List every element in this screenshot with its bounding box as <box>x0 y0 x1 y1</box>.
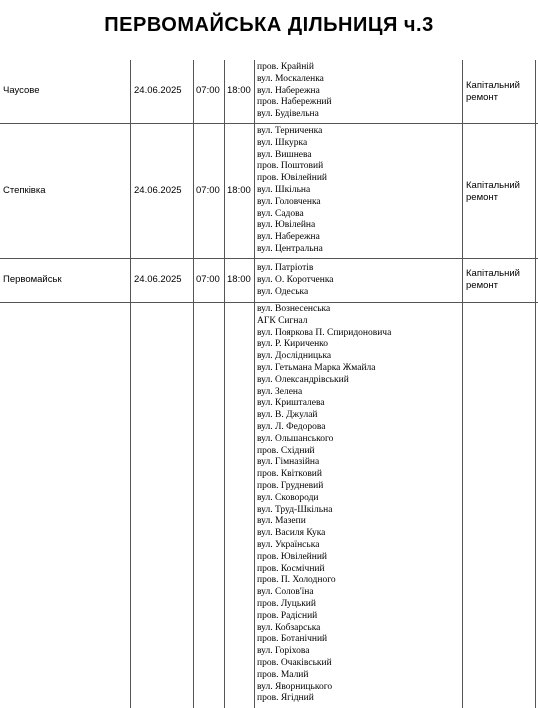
streets-list <box>257 304 391 705</box>
street-item: пров. Луцький <box>257 598 316 609</box>
street-item: пров. Очаківський <box>257 657 332 668</box>
street-item: вул. Вишнева <box>257 149 312 160</box>
street-item: вул. Будівельна <box>257 109 319 120</box>
street-item: вул. Ольшанського <box>257 433 334 444</box>
settlement-cell: Степківка <box>3 185 46 196</box>
column-divider <box>224 60 225 708</box>
street-item: вул. Гетьмана Марка Жмайла <box>257 362 376 373</box>
settlement-cell: Чаусове <box>3 85 40 96</box>
streets-list <box>257 126 327 256</box>
street-item: вул. Яворницького <box>257 681 333 692</box>
street-item: пров. Квітковий <box>257 469 322 480</box>
row-divider <box>0 258 538 259</box>
street-item: пров. Ювілейний <box>257 551 328 562</box>
street-item: вул. Зелена <box>257 386 303 397</box>
date-cell: 24.06.2025 <box>134 85 182 96</box>
street-item: вул. Шкурка <box>257 137 308 148</box>
street-item: вул. О. Коротченка <box>257 274 334 285</box>
street-item: пров. Ботанічний <box>257 634 328 645</box>
start-time-cell: 07:00 <box>196 185 220 196</box>
column-divider <box>254 60 255 708</box>
street-item: пров. Крайній <box>257 62 315 72</box>
date-cell: 24.06.2025 <box>134 185 182 196</box>
street-item: вул. Кобзарська <box>257 622 321 633</box>
column-divider <box>462 60 463 708</box>
street-item: вул. Москаленка <box>257 73 324 84</box>
street-item: вул. Головченка <box>257 196 321 207</box>
street-item: вул. Набережна <box>257 85 320 96</box>
row-divider <box>0 123 538 124</box>
column-divider <box>193 60 194 708</box>
street-item: вул. Л. Федорова <box>257 421 326 432</box>
street-item: вул. Сковороди <box>257 492 319 503</box>
street-item: вул. Центральна <box>257 243 323 254</box>
street-item: пров. П. Холодного <box>257 575 336 586</box>
street-item: вул. Патріотів <box>257 263 314 273</box>
street-item: вул. Терниченка <box>257 126 323 136</box>
date-cell: 24.06.2025 <box>134 274 182 285</box>
end-time-cell: 18:00 <box>227 185 251 196</box>
reason-cell: Капітальний ремонт <box>466 180 520 203</box>
column-divider <box>535 60 536 708</box>
street-item: вул. Ювілейна <box>257 220 316 231</box>
street-item: пров. Малий <box>257 669 309 680</box>
row-divider <box>0 302 538 303</box>
street-item: вул. В. Джулай <box>257 410 318 421</box>
street-item: вул. Дослідницька <box>257 351 332 362</box>
street-item: вул. Вознесенська <box>257 304 331 314</box>
street-item: вул. Василя Кука <box>257 528 326 539</box>
page-title: ПЕРВОМАЙСЬКА ДІЛЬНИЦЯ ч.3 <box>104 14 434 36</box>
street-item: вул. Солов'їна <box>257 587 314 598</box>
street-item: вул. Мазепи <box>257 516 306 527</box>
street-item: вул. Набережна <box>257 232 320 243</box>
reason-cell: Капітальний ремонт <box>466 80 520 103</box>
streets-list <box>257 263 334 298</box>
end-time-cell: 18:00 <box>227 274 251 285</box>
street-item: вул. Труд-Шкільна <box>257 504 333 515</box>
street-item: вул. Кришталева <box>257 398 325 409</box>
street-item: вул. Українська <box>257 539 320 550</box>
end-time-cell: 18:00 <box>227 85 251 96</box>
street-item: вул. Пояркова П. Спиридоновича <box>257 327 392 338</box>
street-item: АГК Сигнал <box>257 315 308 326</box>
start-time-cell: 07:00 <box>196 274 220 285</box>
column-divider <box>130 60 131 708</box>
street-item: пров. Радісний <box>257 610 318 621</box>
reason-cell: Капітальний ремонт <box>466 268 520 291</box>
street-item: пров. Ягідний <box>257 693 314 704</box>
street-item: пров. Набережний <box>257 97 332 108</box>
street-item: вул. Садова <box>257 208 304 219</box>
street-item: вул. Одеська <box>257 286 309 297</box>
street-item: пров. Східний <box>257 445 315 456</box>
street-item: вул. Р. Кириченко <box>257 339 329 350</box>
settlement-cell: Первомайськ <box>3 274 62 285</box>
street-item: вул. Горіхова <box>257 646 310 657</box>
street-item: вул. Шкільна <box>257 184 311 195</box>
start-time-cell: 07:00 <box>196 85 220 96</box>
street-item: пров. Грудневий <box>257 480 324 491</box>
street-item: пров. Поштовий <box>257 161 324 172</box>
streets-list <box>257 62 332 121</box>
street-item: вул. Олександрівський <box>257 374 349 385</box>
street-item: вул. Гімназійна <box>257 457 320 468</box>
street-item: пров. Космічний <box>257 563 325 574</box>
street-item: пров. Ювілейний <box>257 173 328 184</box>
